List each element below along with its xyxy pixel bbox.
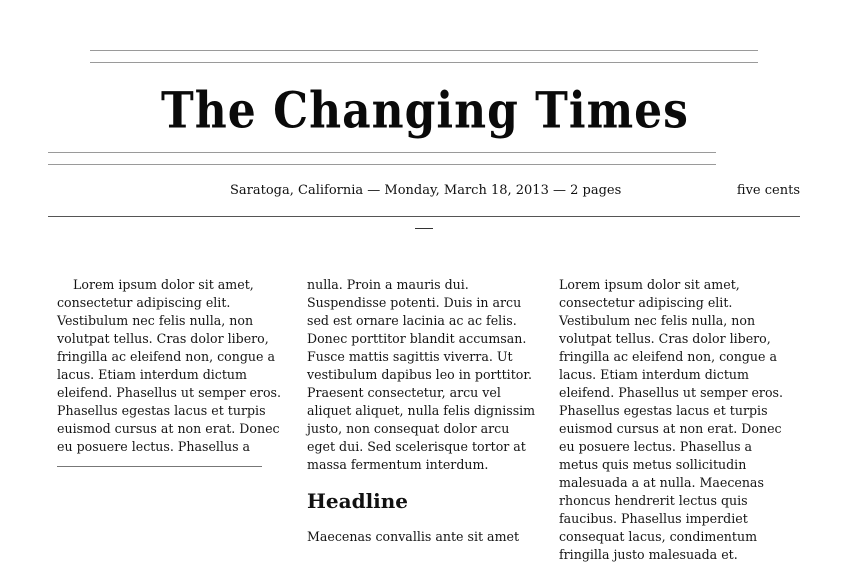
column-3 (559, 276, 791, 564)
column-3-text: Lorem ipsum dolor sit amet, consectetur adipiscing elit. Vestibulum nec felis nulla, non volutpat tellus. Cras dolor libero, fringilla ac eleifend non, congue a lacus. Etiam interdum dictum eleifend. Phasellus ut semper eros. Phasellus egestas lacus et turpis euismod cursus at non erat. Donec eu posuere lectus. Phasellus a metus quis metus sollicitudin malesuada a at nulla. Maecenas rhoncus hendrerit lectus quis faucibus. Phasellus imperdiet consequat lacus, condimentum fringilla justo malesuada et. (559, 277, 783, 562)
column-2 (307, 276, 539, 546)
dateline-price: five cents (736, 183, 800, 198)
section-dash (415, 228, 433, 229)
masthead-title: The Changing Times (161, 82, 689, 140)
column-2-text-2: Maecenas convallis ante sit amet (307, 529, 520, 544)
column-2-headline: Headline (307, 489, 409, 513)
dateline-location-date: Saratoga, California — Monday, March 18, 2013 — 2 pages (230, 183, 622, 198)
dateline-rule (48, 216, 800, 217)
masthead-bottom-rule-2 (48, 164, 716, 165)
masthead-bottom-rule-1 (48, 152, 716, 153)
masthead-top-rule-1 (90, 50, 758, 51)
column-1-text: Lorem ipsum dolor sit amet, consectetur adipiscing elit. Vestibulum nec felis nulla, non volutpat tellus. Cras dolor libero, fringilla ac eleifend non, congue a lacus. Etiam interdum dictum eleifend. Phasellus ut semper eros. Phasellus egestas lacus et turpis euismod cursus at non erat. Donec eu posuere lectus. Phasellus a (57, 277, 281, 454)
column-1-end-rule (57, 466, 262, 467)
column-1 (57, 276, 289, 467)
column-2-text: nulla. Proin a mauris dui. Suspendisse potenti. Duis in arcu sed est ornare lacinia ac ac felis. Donec porttitor blandit accumsan. Fusce mattis sagittis viverra. Ut vestibulum dapibus leo in porttitor. Praesent consectetur, arcu vel aliquet aliquet, nulla felis dignissim justo, non consequat dolor arcu eget dui. Sed scelerisque tortor at massa fermentum interdum. (307, 277, 536, 472)
masthead-top-rule-2 (90, 62, 758, 63)
